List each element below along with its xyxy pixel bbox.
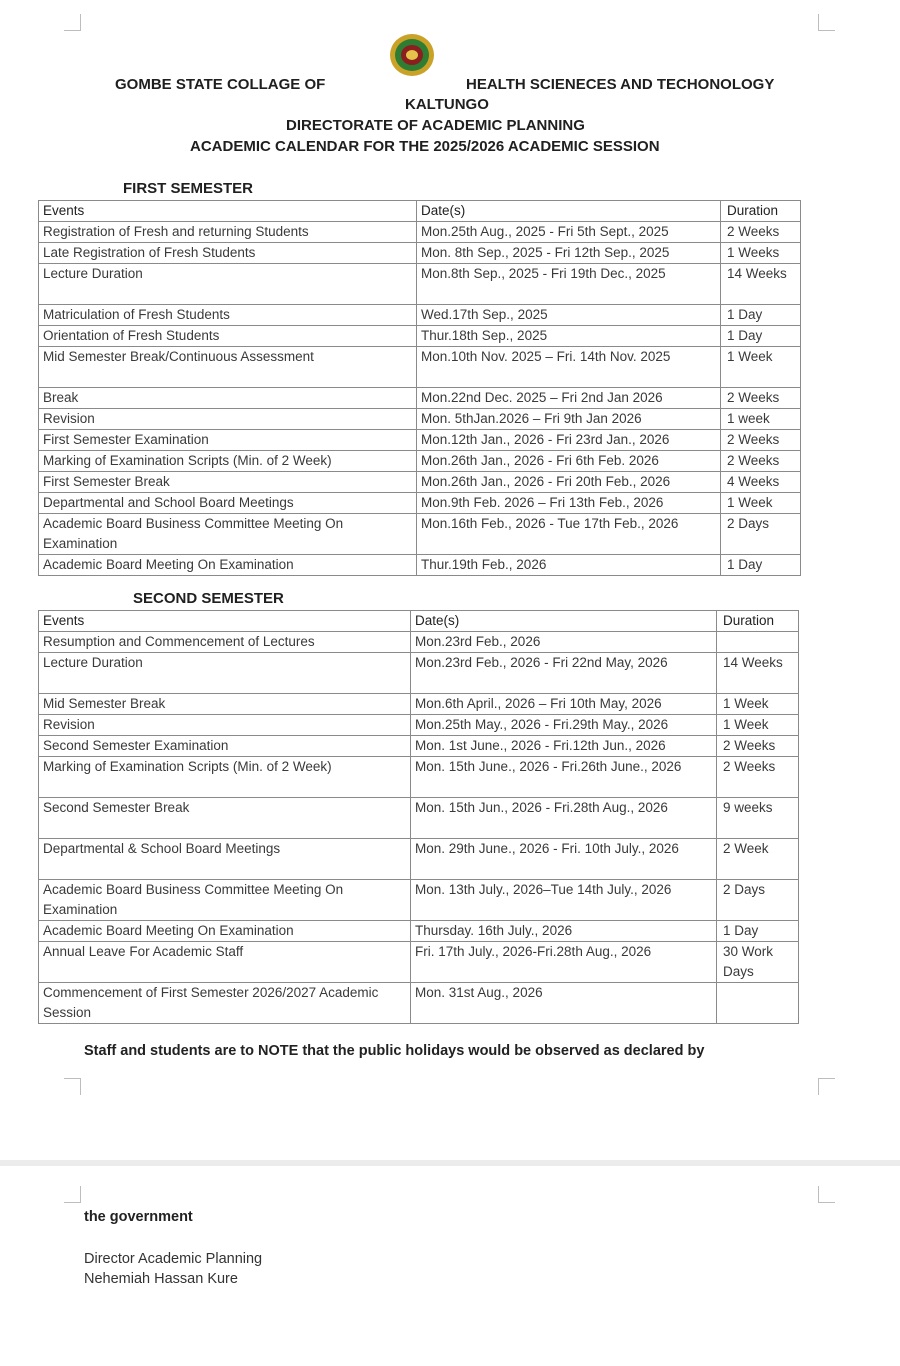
table-row: [39, 222, 801, 243]
header-directorate: DIRECTORATE OF ACADEMIC PLANNING: [286, 117, 585, 134]
date-cell: Mon.12th Jan., 2026 - Fri 23rd Jan., 2026: [417, 430, 721, 451]
table-row: [39, 493, 801, 514]
date-cell: Fri. 17th July., 2026-Fri.28th Aug., 2026: [411, 942, 717, 983]
date-cell: Mon.23rd Feb., 2026: [411, 632, 717, 653]
duration-cell: 2 Week: [717, 839, 799, 880]
event-cell: First Semester Break: [39, 472, 417, 493]
event-cell: Mid Semester Break/Continuous Assessment: [39, 347, 417, 388]
date-cell: Mon. 13th July., 2026–Tue 14th July., 2026: [411, 880, 717, 921]
event-cell: Resumption and Commencement of Lectures: [39, 632, 411, 653]
event-cell: Lecture Duration: [39, 653, 411, 694]
date-cell: Mon. 5thJan.2026 – Fri 9th Jan 2026: [417, 409, 721, 430]
duration-cell: 4 Weeks: [721, 472, 801, 493]
holiday-note-continuation: the government: [84, 1209, 193, 1225]
page-corner-mark: [64, 1078, 81, 1095]
event-cell: Annual Leave For Academic Staff: [39, 942, 411, 983]
page-corner-mark: [818, 14, 835, 31]
event-cell: Academic Board Business Committee Meeting On Examination: [39, 880, 411, 921]
duration-cell: 1 Weeks: [721, 243, 801, 264]
first-semester-table: [38, 200, 801, 576]
duration-cell: 2 Weeks: [721, 451, 801, 472]
date-cell: Mon. 15th Jun., 2026 - Fri.28th Aug., 2026: [411, 798, 717, 839]
duration-cell: 1 Day: [721, 555, 801, 576]
event-cell: Revision: [39, 409, 417, 430]
event-cell: Departmental and School Board Meetings: [39, 493, 417, 514]
event-cell: Second Semester Break: [39, 798, 411, 839]
event-cell: Academic Board Business Committee Meeting On Examination: [39, 514, 417, 555]
table-row: [39, 839, 799, 880]
event-cell: Marking of Examination Scripts (Min. of 2 Week): [39, 451, 417, 472]
duration-cell: 1 Week: [721, 493, 801, 514]
table-row: [39, 798, 799, 839]
duration-cell: 14 Weeks: [717, 653, 799, 694]
table-row: [39, 243, 801, 264]
header-location: KALTUNGO: [405, 96, 489, 113]
column-header-duration: Duration: [721, 201, 801, 222]
table-row: [39, 514, 801, 555]
duration-cell: 30 Work Days: [717, 942, 799, 983]
duration-cell: 2 Weeks: [717, 736, 799, 757]
page-corner-mark: [818, 1186, 835, 1203]
table-row: [39, 880, 799, 921]
date-cell: Mon. 15th June., 2026 - Fri.26th June., 2026: [411, 757, 717, 798]
table-row: [39, 472, 801, 493]
table-row: [39, 430, 801, 451]
holiday-note: Staff and students are to NOTE that the public holidays would be observed as declared by: [84, 1043, 705, 1059]
signatory-name: Nehemiah Hassan Kure: [84, 1271, 238, 1287]
date-cell: Mon. 8th Sep., 2025 - Fri 12th Sep., 2025: [417, 243, 721, 264]
page-corner-mark: [64, 1186, 81, 1203]
second-semester-table: [38, 610, 799, 1024]
date-cell: Mon.9th Feb. 2026 – Fri 13th Feb., 2026: [417, 493, 721, 514]
duration-cell: 14 Weeks: [721, 264, 801, 305]
event-cell: Second Semester Examination: [39, 736, 411, 757]
date-cell: Thur.19th Feb., 2026: [417, 555, 721, 576]
event-cell: Registration of Fresh and returning Students: [39, 222, 417, 243]
table-row: [39, 653, 799, 694]
header-calendar-title: ACADEMIC CALENDAR FOR THE 2025/2026 ACADEMIC SESSION: [190, 138, 660, 155]
event-cell: Break: [39, 388, 417, 409]
header-college-name-right: HEALTH SCIENECES AND TECHONOLOGY: [466, 76, 775, 93]
table-row: [39, 736, 799, 757]
date-cell: Mon.8th Sep., 2025 - Fri 19th Dec., 2025: [417, 264, 721, 305]
duration-cell: 1 Day: [721, 326, 801, 347]
date-cell: Mon.25th May., 2026 - Fri.29th May., 2026: [411, 715, 717, 736]
column-header-dates: Date(s): [411, 611, 717, 632]
duration-cell: 2 Days: [717, 880, 799, 921]
date-cell: Mon.23rd Feb., 2026 - Fri 22nd May, 2026: [411, 653, 717, 694]
date-cell: Mon. 1st June., 2026 - Fri.12th Jun., 2026: [411, 736, 717, 757]
duration-cell: 9 weeks: [717, 798, 799, 839]
table-row: [39, 451, 801, 472]
event-cell: Matriculation of Fresh Students: [39, 305, 417, 326]
event-cell: Marking of Examination Scripts (Min. of 2 Week): [39, 757, 411, 798]
date-cell: Mon.22nd Dec. 2025 – Fri 2nd Jan 2026: [417, 388, 721, 409]
table-row: [39, 694, 799, 715]
duration-cell: 2 Days: [721, 514, 801, 555]
column-header-events: Events: [39, 201, 417, 222]
table-row: [39, 388, 801, 409]
table-header-row: [39, 201, 801, 222]
event-cell: Late Registration of Fresh Students: [39, 243, 417, 264]
event-cell: Commencement of First Semester 2026/2027 Academic Session: [39, 983, 411, 1024]
table-row: [39, 555, 801, 576]
event-cell: First Semester Examination: [39, 430, 417, 451]
second-semester-title: SECOND SEMESTER: [133, 590, 284, 607]
date-cell: Mon. 29th June., 2026 - Fri. 10th July., 2026: [411, 839, 717, 880]
date-cell: Mon.10th Nov. 2025 – Fri. 14th Nov. 2025: [417, 347, 721, 388]
table-row: [39, 942, 799, 983]
first-semester-title: FIRST SEMESTER: [123, 180, 254, 197]
table-row: [39, 632, 799, 653]
table-row: [39, 715, 799, 736]
duration-cell: 2 Weeks: [717, 757, 799, 798]
column-header-dates: Date(s): [417, 201, 721, 222]
date-cell: Mon.26th Jan., 2026 - Fri 20th Feb., 2026: [417, 472, 721, 493]
table-row: [39, 757, 799, 798]
duration-cell: 1 week: [721, 409, 801, 430]
duration-cell: [717, 632, 799, 653]
event-cell: Lecture Duration: [39, 264, 417, 305]
header-college-name-left: GOMBE STATE COLLAGE OF: [115, 76, 326, 93]
event-cell: Academic Board Meeting On Examination: [39, 555, 417, 576]
date-cell: Wed.17th Sep., 2025: [417, 305, 721, 326]
duration-cell: 2 Weeks: [721, 430, 801, 451]
duration-cell: 1 Week: [721, 347, 801, 388]
date-cell: Mon.6th April., 2026 – Fri 10th May, 2026: [411, 694, 717, 715]
table-row: [39, 409, 801, 430]
table-row: [39, 983, 799, 1024]
date-cell: Mon. 31st Aug., 2026: [411, 983, 717, 1024]
date-cell: Mon.25th Aug., 2025 - Fri 5th Sept., 2025: [417, 222, 721, 243]
duration-cell: 2 Weeks: [721, 388, 801, 409]
table-row: [39, 921, 799, 942]
duration-cell: 1 Day: [717, 921, 799, 942]
duration-cell: 1 Week: [717, 694, 799, 715]
page-corner-mark: [64, 14, 81, 31]
event-cell: Orientation of Fresh Students: [39, 326, 417, 347]
college-crest-logo: [388, 32, 436, 78]
event-cell: Mid Semester Break: [39, 694, 411, 715]
table-row: [39, 264, 801, 305]
signatory-title: Director Academic Planning: [84, 1251, 263, 1267]
duration-cell: 2 Weeks: [721, 222, 801, 243]
duration-cell: 1 Day: [721, 305, 801, 326]
table-row: [39, 326, 801, 347]
column-header-duration: Duration: [717, 611, 799, 632]
column-header-events: Events: [39, 611, 411, 632]
event-cell: Departmental & School Board Meetings: [39, 839, 411, 880]
duration-cell: 1 Week: [717, 715, 799, 736]
table-row: [39, 347, 801, 388]
date-cell: Thur.18th Sep., 2025: [417, 326, 721, 347]
table-header-row: [39, 611, 799, 632]
page-corner-mark: [818, 1078, 835, 1095]
event-cell: Revision: [39, 715, 411, 736]
table-row: [39, 305, 801, 326]
date-cell: Mon.16th Feb., 2026 - Tue 17th Feb., 2026: [417, 514, 721, 555]
date-cell: Thursday. 16th July., 2026: [411, 921, 717, 942]
date-cell: Mon.26th Jan., 2026 - Fri 6th Feb. 2026: [417, 451, 721, 472]
event-cell: Academic Board Meeting On Examination: [39, 921, 411, 942]
duration-cell: [717, 983, 799, 1024]
